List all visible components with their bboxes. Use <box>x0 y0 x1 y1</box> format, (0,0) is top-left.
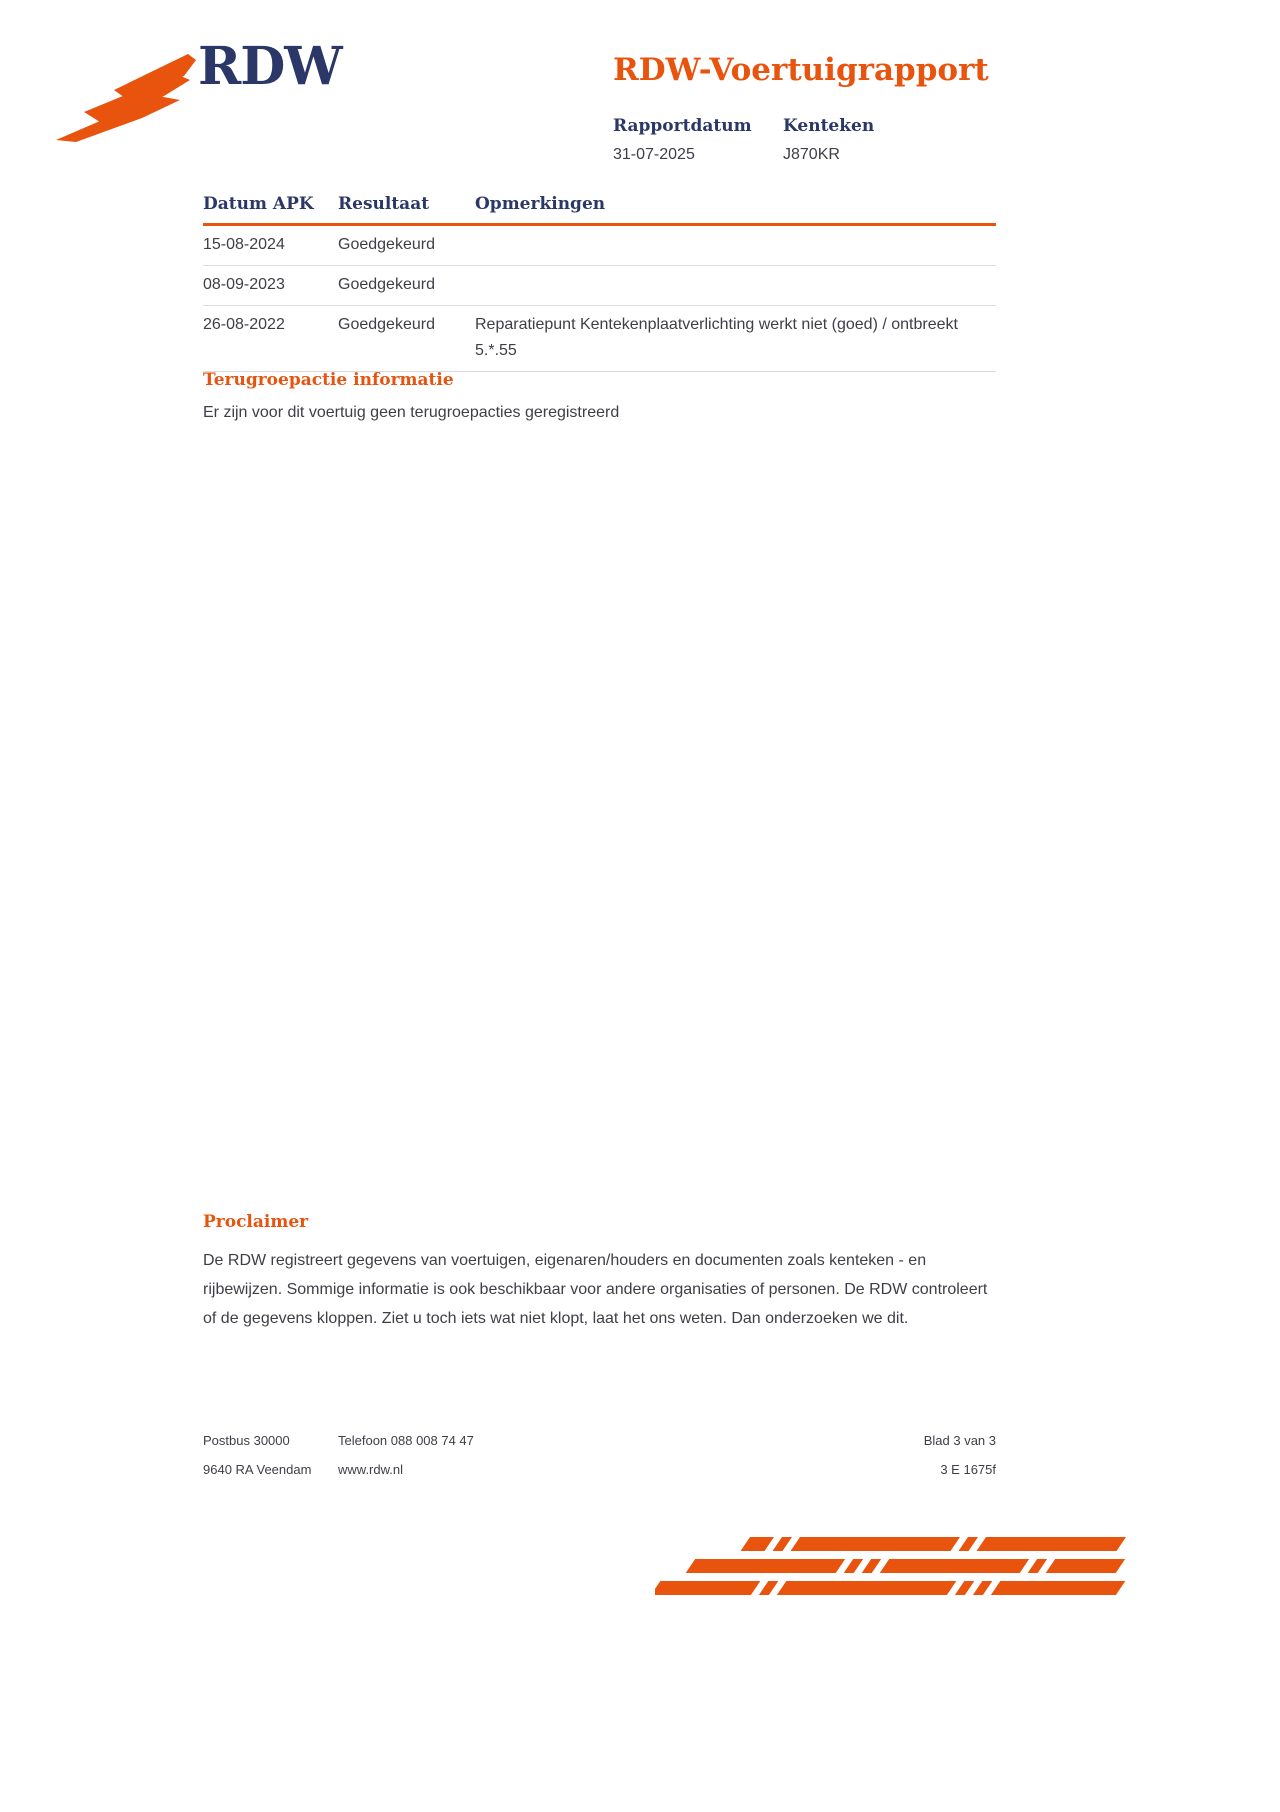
kenteken-value: J870KR <box>783 146 840 163</box>
column-header-datum-apk: Datum APK <box>203 194 338 225</box>
cell-datum-apk: 26-08-2022 <box>203 306 338 372</box>
apk-table-row <box>203 306 996 372</box>
rapportdatum-label: Rapportdatum <box>613 116 752 136</box>
kenteken-block <box>783 116 953 164</box>
apk-table-row <box>203 225 996 266</box>
apk-table-header-row <box>203 194 996 225</box>
proclaimer-section <box>203 1212 988 1333</box>
footer-page-indicator: Blad 3 van 3 <box>923 1433 996 1448</box>
footer-contact-column <box>338 1434 846 1492</box>
footer-postbus: Postbus 30000 <box>203 1433 290 1448</box>
apk-table <box>203 194 996 372</box>
terugroepactie-section <box>203 370 996 426</box>
cell-opmerkingen <box>475 225 996 266</box>
apk-table-section <box>203 194 996 372</box>
cell-datum-apk: 08-09-2023 <box>203 266 338 306</box>
rdw-logo-text: RDW <box>198 36 342 97</box>
rdw-stripes-graphic <box>655 1537 1140 1614</box>
terugroepactie-heading: Terugroepactie informatie <box>203 370 454 390</box>
cell-resultaat: Goedgekeurd <box>338 266 475 306</box>
cell-resultaat: Goedgekeurd <box>338 225 475 266</box>
kenteken-label: Kenteken <box>783 116 875 136</box>
proclaimer-heading: Proclaimer <box>203 1212 309 1232</box>
footer-address-column <box>203 1434 338 1492</box>
cell-opmerkingen: Reparatiepunt Kentekenplaatverlichting werkt niet (goed) / ontbreekt 5.*.55 <box>475 306 996 372</box>
rapportdatum-value: 31-07-2025 <box>613 146 695 163</box>
cell-datum-apk: 15-08-2024 <box>203 225 338 266</box>
terugroepactie-body: Er zijn voor dit voertuig geen terugroepacties geregistreerd <box>203 404 620 421</box>
report-meta <box>613 116 953 164</box>
rdw-flag-icon <box>54 52 196 147</box>
footer-website: www.rdw.nl <box>338 1462 404 1477</box>
column-header-opmerkingen: Opmerkingen <box>475 194 996 225</box>
footer-telefoon: Telefoon 088 008 74 47 <box>338 1433 474 1448</box>
rapportdatum-block <box>613 116 783 164</box>
cell-opmerkingen <box>475 266 996 306</box>
footer-page-column <box>846 1434 996 1492</box>
report-title: RDW-Voertuigrapport <box>613 52 989 88</box>
column-header-resultaat: Resultaat <box>338 194 475 225</box>
cell-resultaat: Goedgekeurd <box>338 306 475 372</box>
footer <box>203 1434 996 1492</box>
apk-table-row <box>203 266 996 306</box>
footer-form-code: 3 E 1675f <box>940 1462 996 1477</box>
footer-city: 9640 RA Veendam <box>203 1462 312 1477</box>
proclaimer-body: De RDW registreert gegevens van voertuigen, eigenaren/houders en documenten zoals kenteken - en rijbewijzen. Sommige informatie is ook beschikbaar voor andere organisaties of personen. De RDW controleert of de gegevens kloppen. Ziet u toch iets wat niet klopt, laat het ons weten. Dan onderzoeken we dit. <box>203 1252 988 1327</box>
